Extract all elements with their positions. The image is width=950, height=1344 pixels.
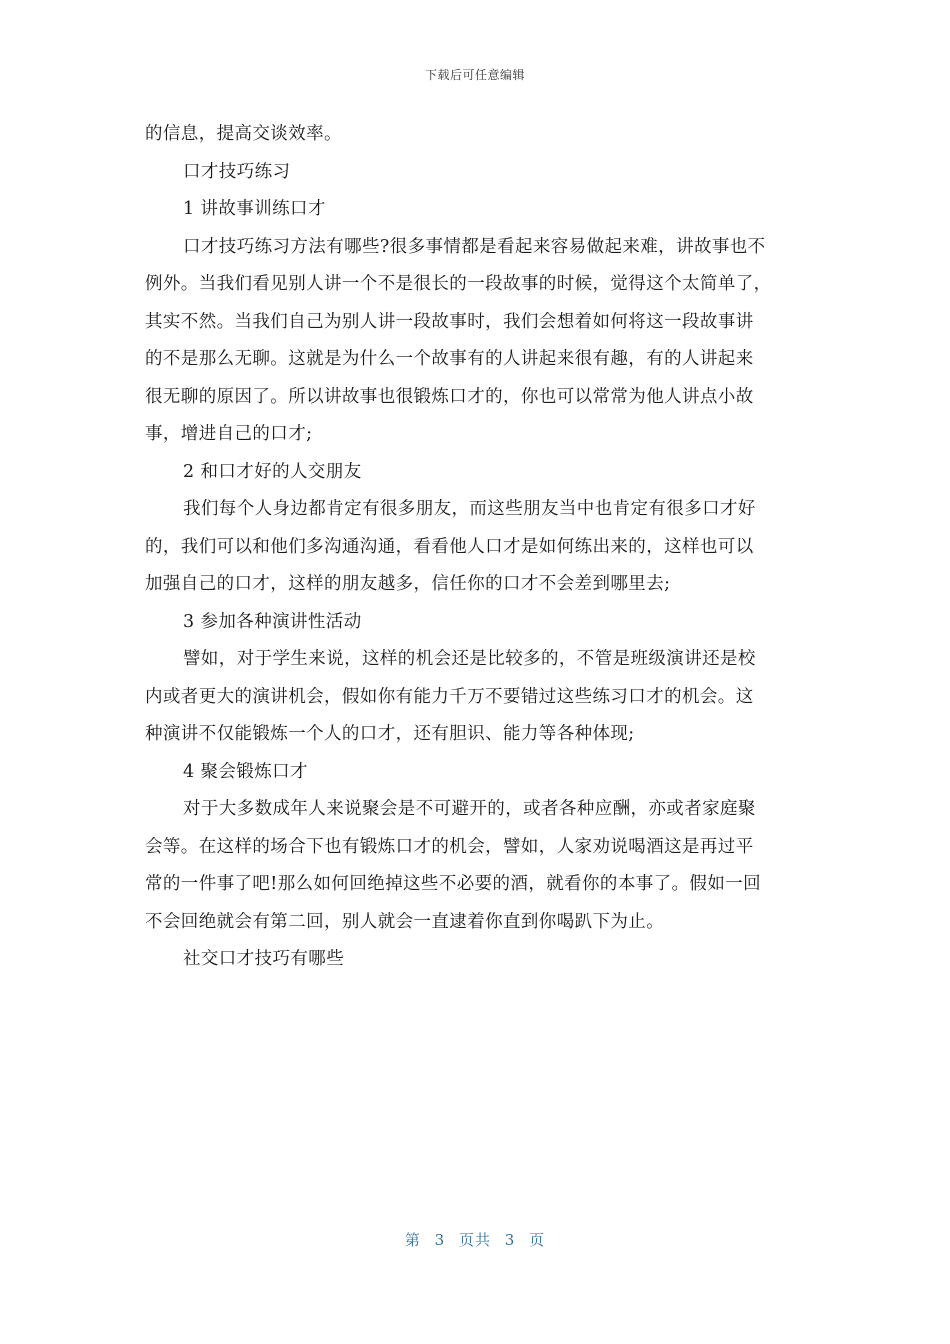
text-line: 的，我们可以和他们多沟通沟通，看看他人口才是如何练出来的，这样也可以 [145, 536, 754, 557]
page-footer: 第 3 页共 3 页 [404, 1231, 546, 1249]
text-line: 种演讲不仅能锻炼一个人的口才，还有胆识、能力等各种体现; [145, 724, 635, 744]
text-line: 事，增进自己的口才; [145, 424, 313, 444]
text-line: 我们每个人身边都肯定有很多朋友，而这些朋友当中也肯定有很多口才好 [183, 499, 756, 519]
text-line: 3 参加各种演讲性活动 [183, 611, 362, 632]
page-header: 下载后可任意编辑 [424, 68, 525, 82]
document-body [145, 116, 811, 979]
text-line: 的不是那么无聊。这就是为什么一个故事有的人讲起来很有趣，有的人讲起来 [145, 349, 754, 369]
text-line: 1 讲故事训练口才 [183, 199, 326, 219]
text-line: 譬如，对于学生来说，这样的机会还是比较多的，不管是班级演讲还是校 [183, 649, 756, 669]
text-line: 口才技巧练习 [183, 161, 291, 182]
text-line: 其实不然。当我们自己为别人讲一段故事时，我们会想着如何将这一段故事讲 [145, 311, 754, 332]
text-line: 社交口才技巧有哪些 [183, 949, 345, 969]
text-line: 常的一件事了吧!那么如何回绝掉这些不必要的酒，就看你的本事了。假如一回 [145, 874, 762, 894]
text-line: 2 和口才好的人交朋友 [183, 461, 362, 482]
text-line: 口才技巧练习方法有哪些?很多事情都是看起来容易做起来难，讲故事也不 [183, 236, 766, 257]
text-line: 内或者更大的演讲机会，假如你有能力千万不要错过这些练习口才的机会。这 [145, 686, 754, 707]
text-line: 不会回绝就会有第二回，别人就会一直逮着你直到你喝趴下为止。 [145, 911, 665, 932]
text-line: 4 聚会锻炼口才 [183, 761, 308, 782]
text-line: 很无聊的原因了。所以讲故事也很锻炼口才的，你也可以常常为他人讲点小故 [145, 386, 754, 407]
text-line: 的信息，提高交谈效率。 [145, 124, 342, 144]
text-line: 会等。在这样的场合下也有锻炼口才的机会，譬如，人家劝说喝酒这是再过平 [145, 836, 754, 857]
text-line: 对于大多数成年人来说聚会是不可避开的，或者各种应酬，亦或者家庭聚 [183, 799, 756, 819]
text-line: 加强自己的口才，这样的朋友越多，信任你的口才不会差到哪里去; [145, 574, 671, 594]
text-line: 例外。当我们看见别人讲一个不是很长的一段故事的时候，觉得这个太简单了， [145, 274, 772, 294]
